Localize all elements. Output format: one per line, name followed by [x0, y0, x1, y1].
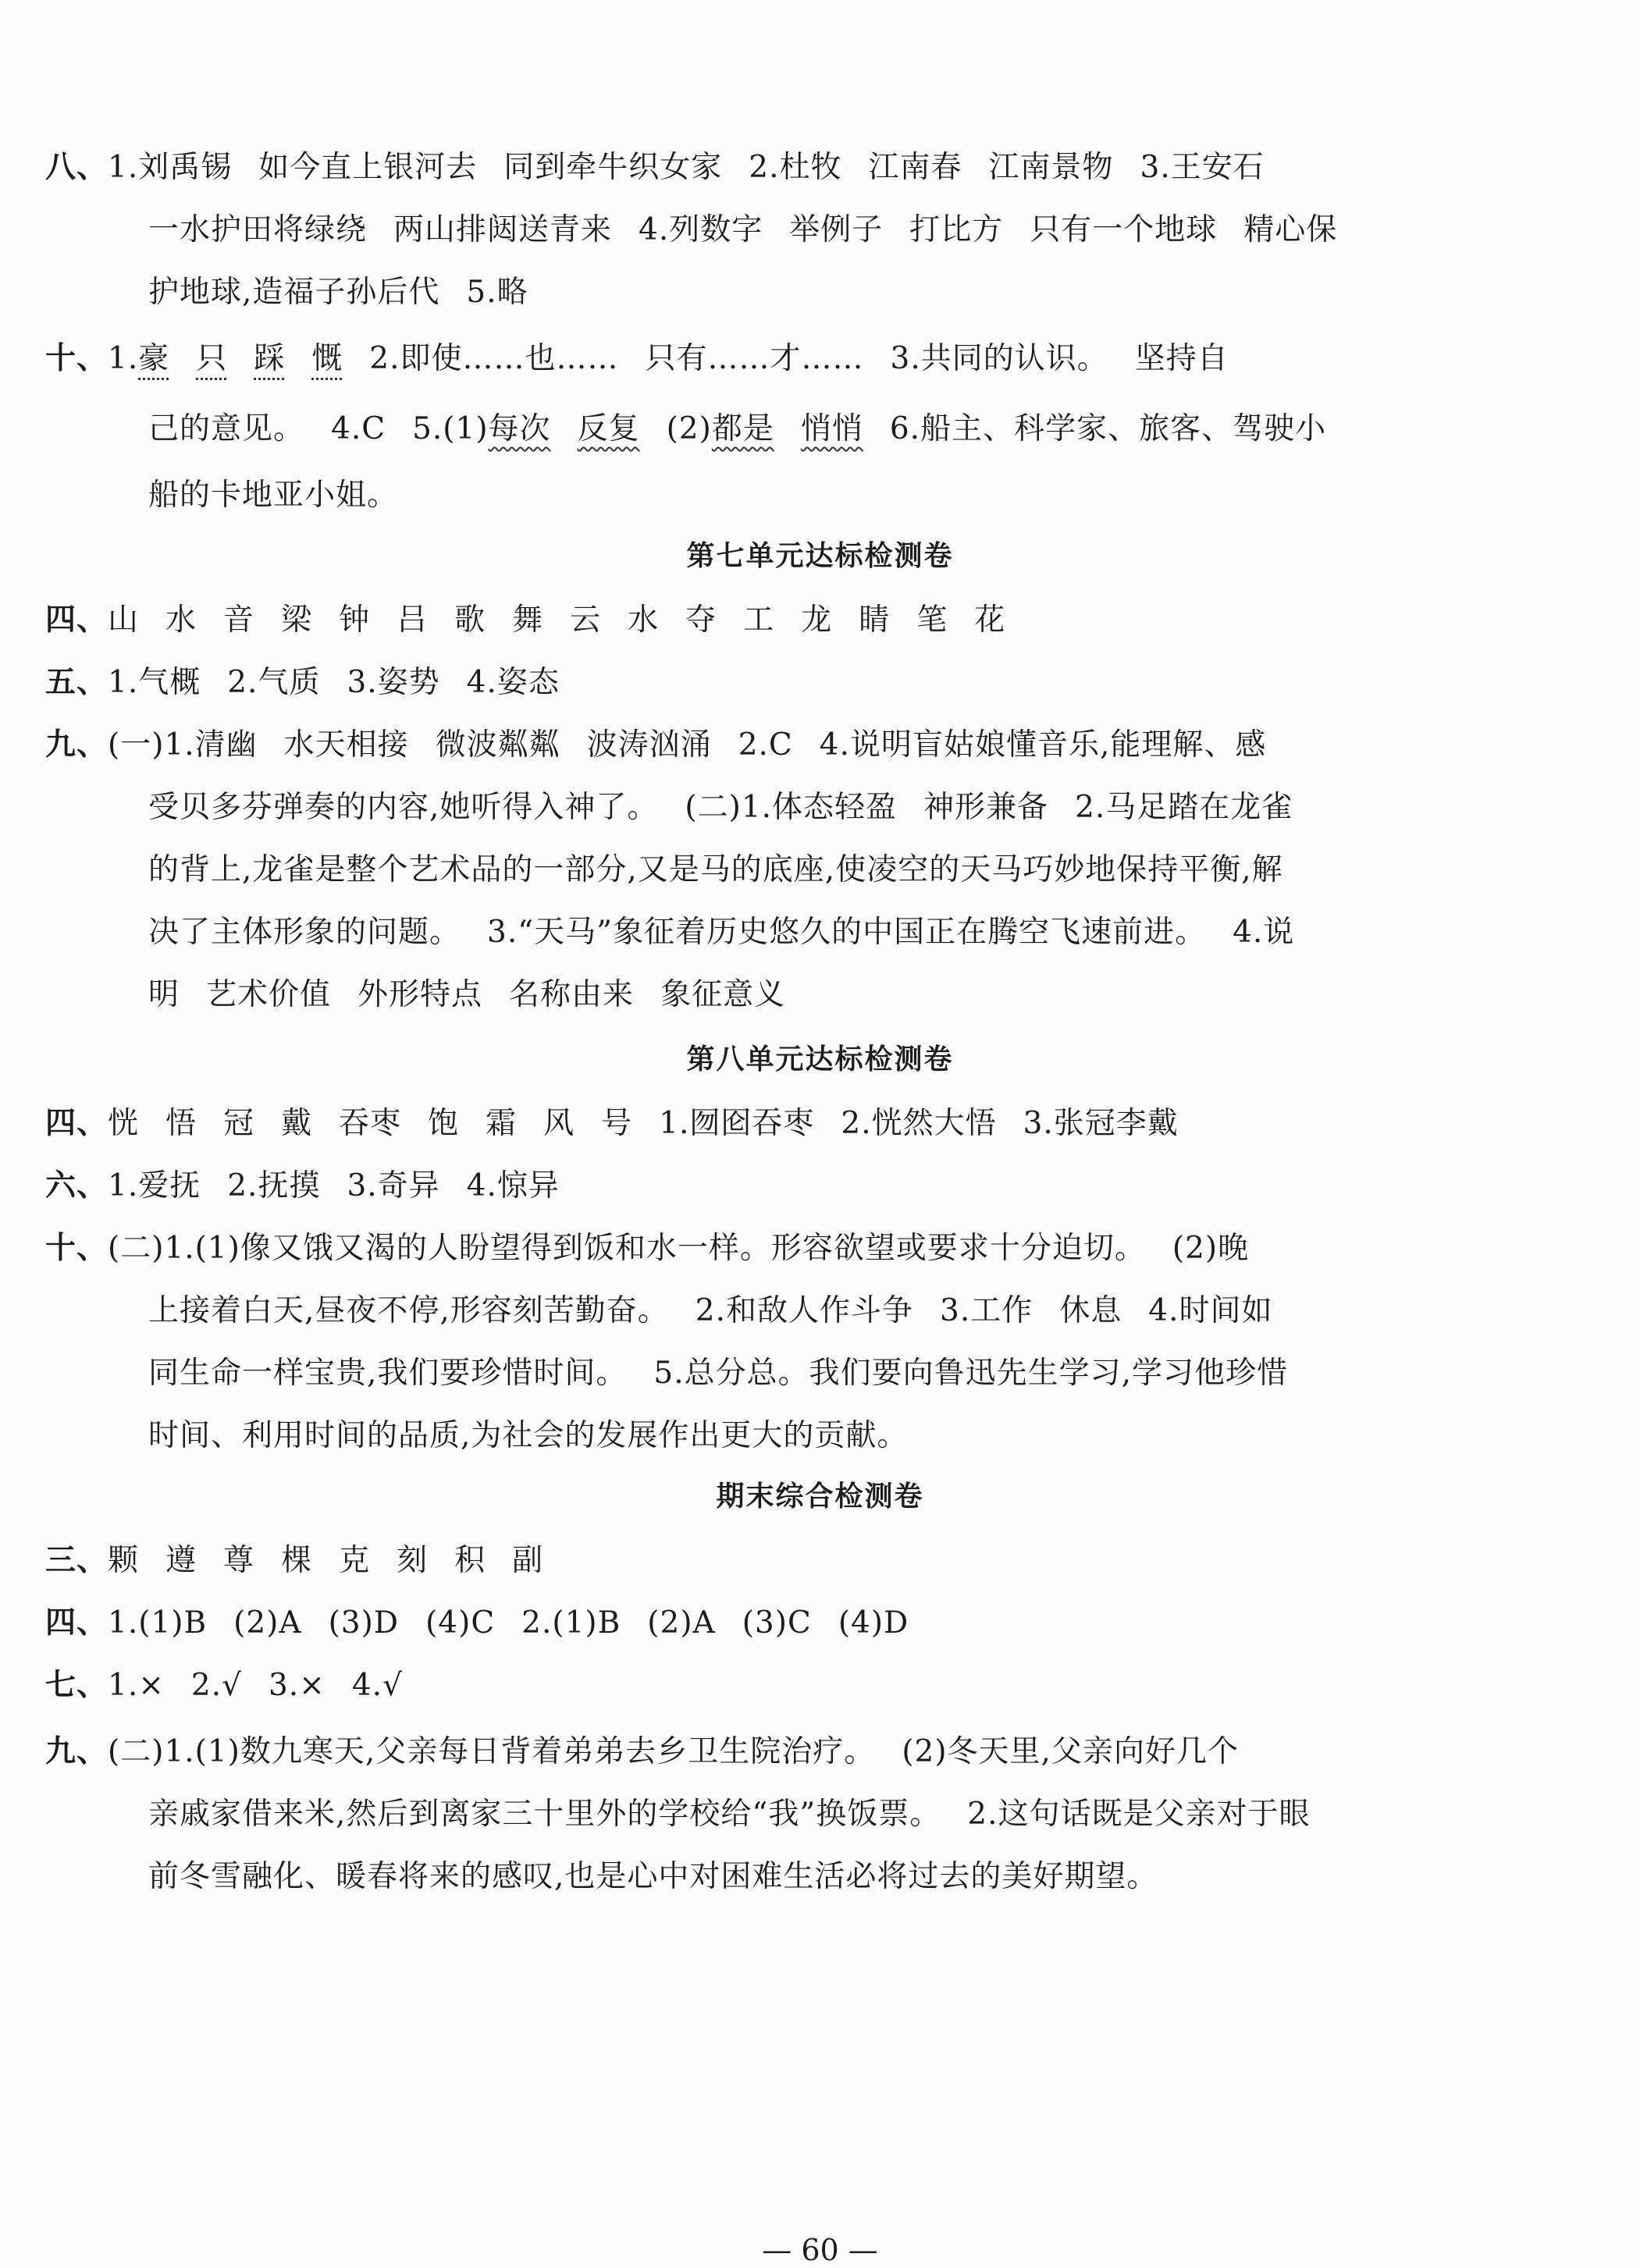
answer-text: 的背上,龙雀是整个艺术品的一部分,又是马的底座,使凌空的天马巧妙地保持平衡,解 [148, 852, 1283, 887]
answer-text: 4.说 [1233, 915, 1295, 950]
dotted-character: 踩 [254, 341, 286, 376]
answer-char: 风 [543, 1106, 575, 1141]
answer-char: 棵 [281, 1543, 313, 1578]
answer-line-21 [45, 1604, 909, 1643]
answer-line-1 [45, 148, 1265, 187]
answer-text: 1.(1)B [108, 1605, 208, 1641]
answer-text: 明 [148, 977, 180, 1012]
answer-text: (2) [666, 411, 712, 446]
answer-text: 2.杜牧 [749, 150, 842, 185]
answer-char: 霜 [486, 1106, 518, 1141]
answer-text: 前冬雪融化、暖春将来的感叹,也是心中对困难生活必将过去的美好期望。 [148, 1859, 1158, 1894]
answer-line-11 [148, 851, 1283, 890]
answer-text: 3.× [268, 1668, 326, 1703]
answer-text: 时间、利用时间的品质,为社会的发展作出更大的贡献。 [148, 1418, 909, 1453]
answer-text: 6.船主、科学家、旅客、驾驶小 [889, 411, 1327, 446]
answer-text: (二)1.(1)像又饿又渴的人盼望得到饭和水一样。形容欲望或要求十分迫切。 [108, 1231, 1146, 1266]
answer-text: 1. [108, 341, 139, 376]
answer-text: 3.姿势 [347, 665, 440, 700]
answer-char: 颗 [108, 1543, 140, 1578]
answer-line-7 [45, 601, 1005, 640]
answer-text: 受贝多芬弹奏的内容,她听得入神了。 [148, 790, 659, 825]
answer-char: 歌 [454, 603, 486, 638]
answer-text: 同到牵牛织女家 [503, 150, 723, 185]
question-number: 四、 [45, 1106, 109, 1141]
dotted-character: 豪 [138, 341, 170, 376]
question-number: 六、 [45, 1168, 109, 1203]
answer-text: 名称由来 [509, 977, 635, 1012]
dotted-character: 慨 [311, 341, 343, 376]
answer-line-16 [45, 1229, 1249, 1268]
question-number: 四、 [45, 1605, 109, 1641]
answer-line-8 [45, 663, 560, 702]
question-number: 十、 [45, 341, 109, 376]
section-title-final: 期末综合检测卷 [716, 1481, 924, 1513]
answer-char: 刻 [397, 1543, 429, 1578]
answer-char: 饱 [428, 1106, 460, 1141]
answer-char: 钟 [339, 603, 371, 638]
answer-line-20 [45, 1541, 543, 1580]
section-title-unit7: 第七单元达标检测卷 [686, 540, 954, 572]
answer-char: 水 [165, 603, 197, 638]
answer-char: 水 [628, 603, 660, 638]
answer-text: (2)A [647, 1605, 716, 1641]
answer-char: 音 [223, 603, 255, 638]
answer-char: 笔 [916, 603, 948, 638]
answer-text: 决了主体形象的问题。 [148, 915, 461, 950]
answer-text: (2)A [233, 1605, 302, 1641]
answer-char: 夺 [685, 603, 717, 638]
answer-text: 只有一个地球 [1030, 212, 1218, 247]
answer-line-19 [148, 1417, 908, 1456]
answer-text: (3)C [742, 1605, 812, 1641]
answer-line-6 [148, 476, 398, 515]
answer-text: 4.列数字 [639, 212, 763, 247]
answer-text: (2)晚 [1172, 1231, 1250, 1266]
answer-text: 坚持自 [1134, 341, 1229, 376]
answer-text: 2.(1)B [521, 1605, 621, 1641]
answer-text: 2.C [738, 727, 793, 763]
answer-text: 1.× [108, 1668, 165, 1703]
answer-text: 护地球,造福子孙后代 [148, 275, 440, 310]
answer-text: 1.囫囵吞枣 [659, 1106, 815, 1141]
answer-text: 2.马足踏在龙雀 [1075, 790, 1293, 825]
answer-text: 4.时间如 [1148, 1293, 1273, 1328]
section-title-unit8: 第八单元达标检测卷 [686, 1043, 954, 1075]
answer-text: 3.“天马”象征着历史悠久的中国正在腾空飞速前进。 [487, 915, 1207, 950]
answer-char: 冠 [223, 1106, 255, 1141]
question-number: 七、 [45, 1668, 109, 1703]
answer-text: 打比方 [909, 212, 1004, 247]
answer-text: 2.恍然大悟 [841, 1106, 997, 1141]
answer-text: 2.这句话既是父亲对于眼 [967, 1797, 1311, 1832]
answer-text: (3)D [328, 1605, 400, 1641]
answer-line-24 [148, 1795, 1311, 1834]
answer-char: 遵 [165, 1543, 197, 1578]
answer-text: 艺术价值 [206, 977, 332, 1012]
dotted-character: 只 [196, 341, 228, 376]
answer-text: 只有……才…… [645, 341, 864, 376]
wavy-underlined-word: 悄悄 [800, 411, 863, 446]
answer-text: 1.气概 [108, 665, 201, 700]
answer-text: 4.√ [351, 1668, 403, 1703]
answer-char: 睛 [859, 603, 891, 638]
answer-text: 外形特点 [358, 977, 483, 1012]
answer-char: 山 [108, 603, 140, 638]
answer-text: (2)冬天里,父亲向好几个 [902, 1734, 1239, 1769]
answer-text: 亲戚家借来米,然后到离家三十里外的学校给“我”换饭票。 [148, 1797, 941, 1832]
question-number: 八、 [45, 150, 109, 185]
answer-char: 梁 [281, 603, 313, 638]
answer-text: 2.抚摸 [227, 1168, 321, 1203]
answer-line-10 [148, 788, 1293, 827]
answer-text: 象征意义 [660, 977, 786, 1012]
answer-text: 神形兼备 [923, 790, 1049, 825]
answer-char: 云 [570, 603, 602, 638]
answer-text: (4)C [425, 1605, 496, 1641]
answer-text: 2.即使……也…… [369, 341, 619, 376]
answer-line-5 [148, 410, 1326, 449]
answer-text: 3.王安石 [1140, 150, 1265, 185]
answer-line-17 [148, 1292, 1272, 1331]
answer-text: 4.惊异 [466, 1168, 560, 1203]
wavy-underlined-word: 都是 [711, 411, 774, 446]
question-number: 九、 [45, 1734, 109, 1769]
answer-text: 一水护田将绿绕 [148, 212, 368, 247]
answer-char: 克 [339, 1543, 371, 1578]
question-number: 十、 [45, 1231, 109, 1266]
answer-text: 如今直上银河去 [258, 150, 478, 185]
answer-char: 吕 [397, 603, 429, 638]
answer-line-25 [148, 1857, 1158, 1897]
answer-text: 3.共同的认识。 [890, 341, 1108, 376]
answer-text: 上接着白天,昼夜不停,形容刻苦勤奋。 [148, 1293, 669, 1328]
answer-text: 2.和敌人作斗争 [695, 1293, 914, 1328]
answer-text: (一)1.清幽 [108, 727, 258, 763]
answer-text: 4.C [331, 411, 386, 446]
answer-line-13 [148, 976, 785, 1015]
answer-text: 己的意见。 [148, 411, 305, 446]
answer-char: 吞枣 [339, 1106, 402, 1141]
answer-text: 波涛汹涌 [586, 727, 712, 763]
answer-text: 1.刘禹锡 [108, 150, 233, 185]
answer-char: 悟 [165, 1106, 197, 1141]
answer-text: 5.(1) [412, 411, 489, 446]
answer-text: 4.姿态 [466, 665, 560, 700]
answer-text: 两山排闼送青来 [393, 212, 613, 247]
answer-text: 5.略 [466, 275, 528, 310]
answer-line-23 [45, 1733, 1239, 1772]
wavy-underlined-word: 每次 [488, 411, 551, 446]
answer-char: 戴 [281, 1106, 313, 1141]
answer-char: 舞 [512, 603, 544, 638]
answer-char: 副 [512, 1543, 544, 1578]
answer-line-12 [148, 913, 1294, 952]
answer-text: 微波粼粼 [435, 727, 560, 763]
answer-line-18 [148, 1354, 1288, 1393]
wavy-underlined-word: 反复 [577, 411, 640, 446]
answer-text: 3.工作 [940, 1293, 1033, 1328]
answer-line-9 [45, 726, 1266, 765]
answer-text: 4.说明盲姑娘懂音乐,能理解、感 [819, 727, 1267, 763]
answer-line-3 [148, 273, 528, 312]
answer-text: 举例子 [789, 212, 884, 247]
answer-text: 5.总分总。我们要向鲁迅先生学习,学习他珍惜 [653, 1356, 1289, 1391]
answer-text: 水天相接 [283, 727, 409, 763]
answer-char: 恍 [108, 1106, 140, 1141]
answer-text: 船的卡地亚小姐。 [148, 478, 399, 513]
answer-text: 精心保 [1243, 212, 1338, 247]
answer-char: 工 [743, 603, 775, 638]
question-number: 五、 [45, 665, 109, 700]
page-number: — 60 — [762, 2233, 878, 2267]
answer-text: 2.气质 [227, 665, 321, 700]
answer-text: 3.张冠李戴 [1023, 1106, 1179, 1141]
answer-text: 休息 [1059, 1293, 1122, 1328]
answer-char: 号 [601, 1106, 633, 1141]
answer-line-2 [148, 211, 1337, 250]
answer-text: 江南景物 [988, 150, 1114, 185]
answer-line-14 [45, 1104, 1179, 1143]
answer-text: 3.奇异 [347, 1168, 440, 1203]
answer-text: (二)1.体态轻盈 [685, 790, 898, 825]
answer-text: 2.√ [190, 1668, 242, 1703]
question-number: 三、 [45, 1543, 109, 1578]
answer-text: 1.爱抚 [108, 1168, 201, 1203]
answer-char: 尊 [223, 1543, 255, 1578]
answer-char: 龙 [801, 603, 833, 638]
answer-line-15 [45, 1167, 560, 1206]
answer-line-4 [45, 339, 1229, 379]
answer-text: (4)D [838, 1605, 909, 1641]
answer-char: 积 [454, 1543, 486, 1578]
answer-text: 同生命一样宝贵,我们要珍惜时间。 [148, 1356, 628, 1391]
answer-text: (二)1.(1)数九寒天,父亲每日背着弟弟去乡卫生院治疗。 [108, 1734, 876, 1769]
question-number: 四、 [45, 603, 109, 638]
answer-text: 江南春 [868, 150, 962, 185]
question-number: 九、 [45, 727, 109, 763]
answer-line-22 [45, 1666, 403, 1705]
answer-char: 花 [974, 603, 1006, 638]
